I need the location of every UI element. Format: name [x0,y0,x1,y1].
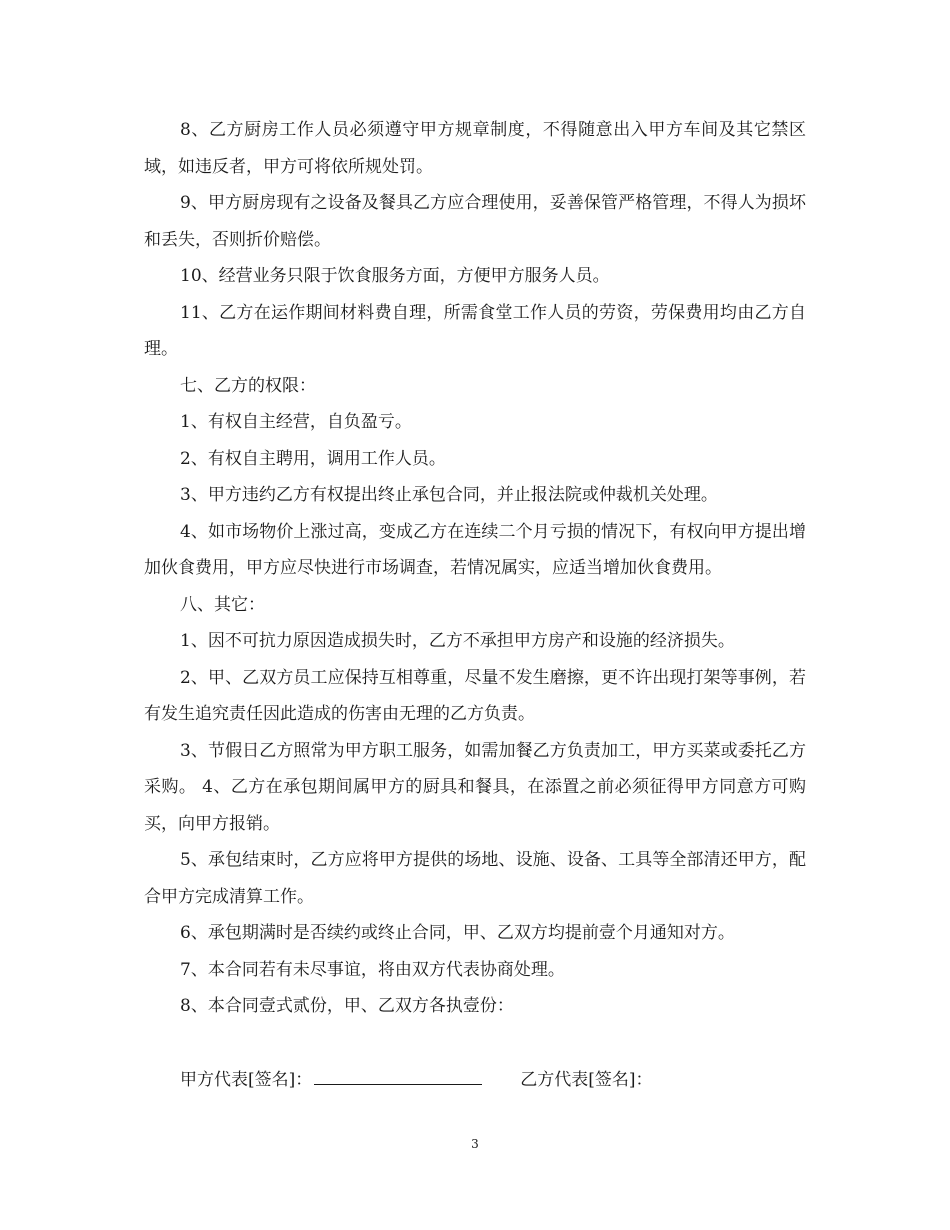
clause-rights-3: 3、甲方违约乙方有权提出终止承包合同，并止报法院或仲裁机关处理。 [180,485,718,505]
clause-jia-11: 11、乙方在运作期间材料费自理，所需食堂工作人员的劳资，劳保费用均由乙方自理。 [144,302,806,359]
clause-other-3-4: 3、节假日乙方照常为甲方职工服务，如需加餐乙方负责加工，甲方买菜或委托乙方采购。 4、乙方在承包期间属甲方的厨具和餐具，在添置之前必须征得甲方同意方可购买，向甲方报销。 [144,740,806,834]
page-number: 3 [471,1137,479,1151]
clause-other-5: 5、承包结束时，乙方应将甲方提供的场地、设施、设备、工具等全部清还甲方，配合甲方完成清算工作。 [144,850,806,907]
contract-body [144,112,806,1025]
section-heading-other: 八、其它： [180,594,265,615]
clause-other-6: 6、承包期满时是否续约或终止合同，甲、乙双方均提前壹个月通知对方。 [180,923,735,943]
clause-other-1: 1、因不可抗力原因造成损失时，乙方不承担甲方房产和设施的经济损失。 [180,631,735,651]
clause-other-7: 7、本合同若有未尽事谊，将由双方代表协商处理。 [180,959,565,980]
party-a-signature-blank[interactable] [314,1062,482,1085]
clause-rights-2: 2、有权自主聘用，调用工作人员。 [180,448,446,469]
signature-row [180,1062,800,1098]
clause-other-2: 2、甲、乙双方员工应保持互相尊重，尽量不发生磨擦，更不许出现打架等事例，若有发生追究责任因此造成的伤害由无理的乙方负责。 [144,667,806,724]
clause-jia-10: 10、经营业务只限于饮食服务方面，方便甲方服务人员。 [180,266,610,286]
section-heading-yi-rights: 七、乙方的权限： [180,375,316,396]
clause-jia-8: 8、乙方厨房工作人员必须遵守甲方规章制度，不得随意出入甲方车间及其它禁区域，如违反者，甲方可将依所规处罚。 [144,120,806,177]
clause-rights-4: 4、如市场物价上涨过高，变成乙方在连续二个月亏损的情况下，有权向甲方提出增加伙食费用，甲方应尽快进行市场调查，若情况属实，应适当增加伙食费用。 [144,521,806,578]
party-b-signature-label: 乙方代表[签名]： [520,1070,653,1090]
clause-other-8: 8、本合同壹式贰份，甲、乙双方各执壹份： [180,996,514,1016]
clause-jia-9: 9、甲方厨房现有之设备及餐具乙方应合理使用，妥善保管严格管理，不得人为损坏和丢失，否则折价赔偿。 [144,193,806,250]
party-a-signature-label: 甲方代表[签名]： [180,1070,313,1090]
clause-rights-1: 1、有权自主经营，自负盈亏。 [180,412,412,432]
